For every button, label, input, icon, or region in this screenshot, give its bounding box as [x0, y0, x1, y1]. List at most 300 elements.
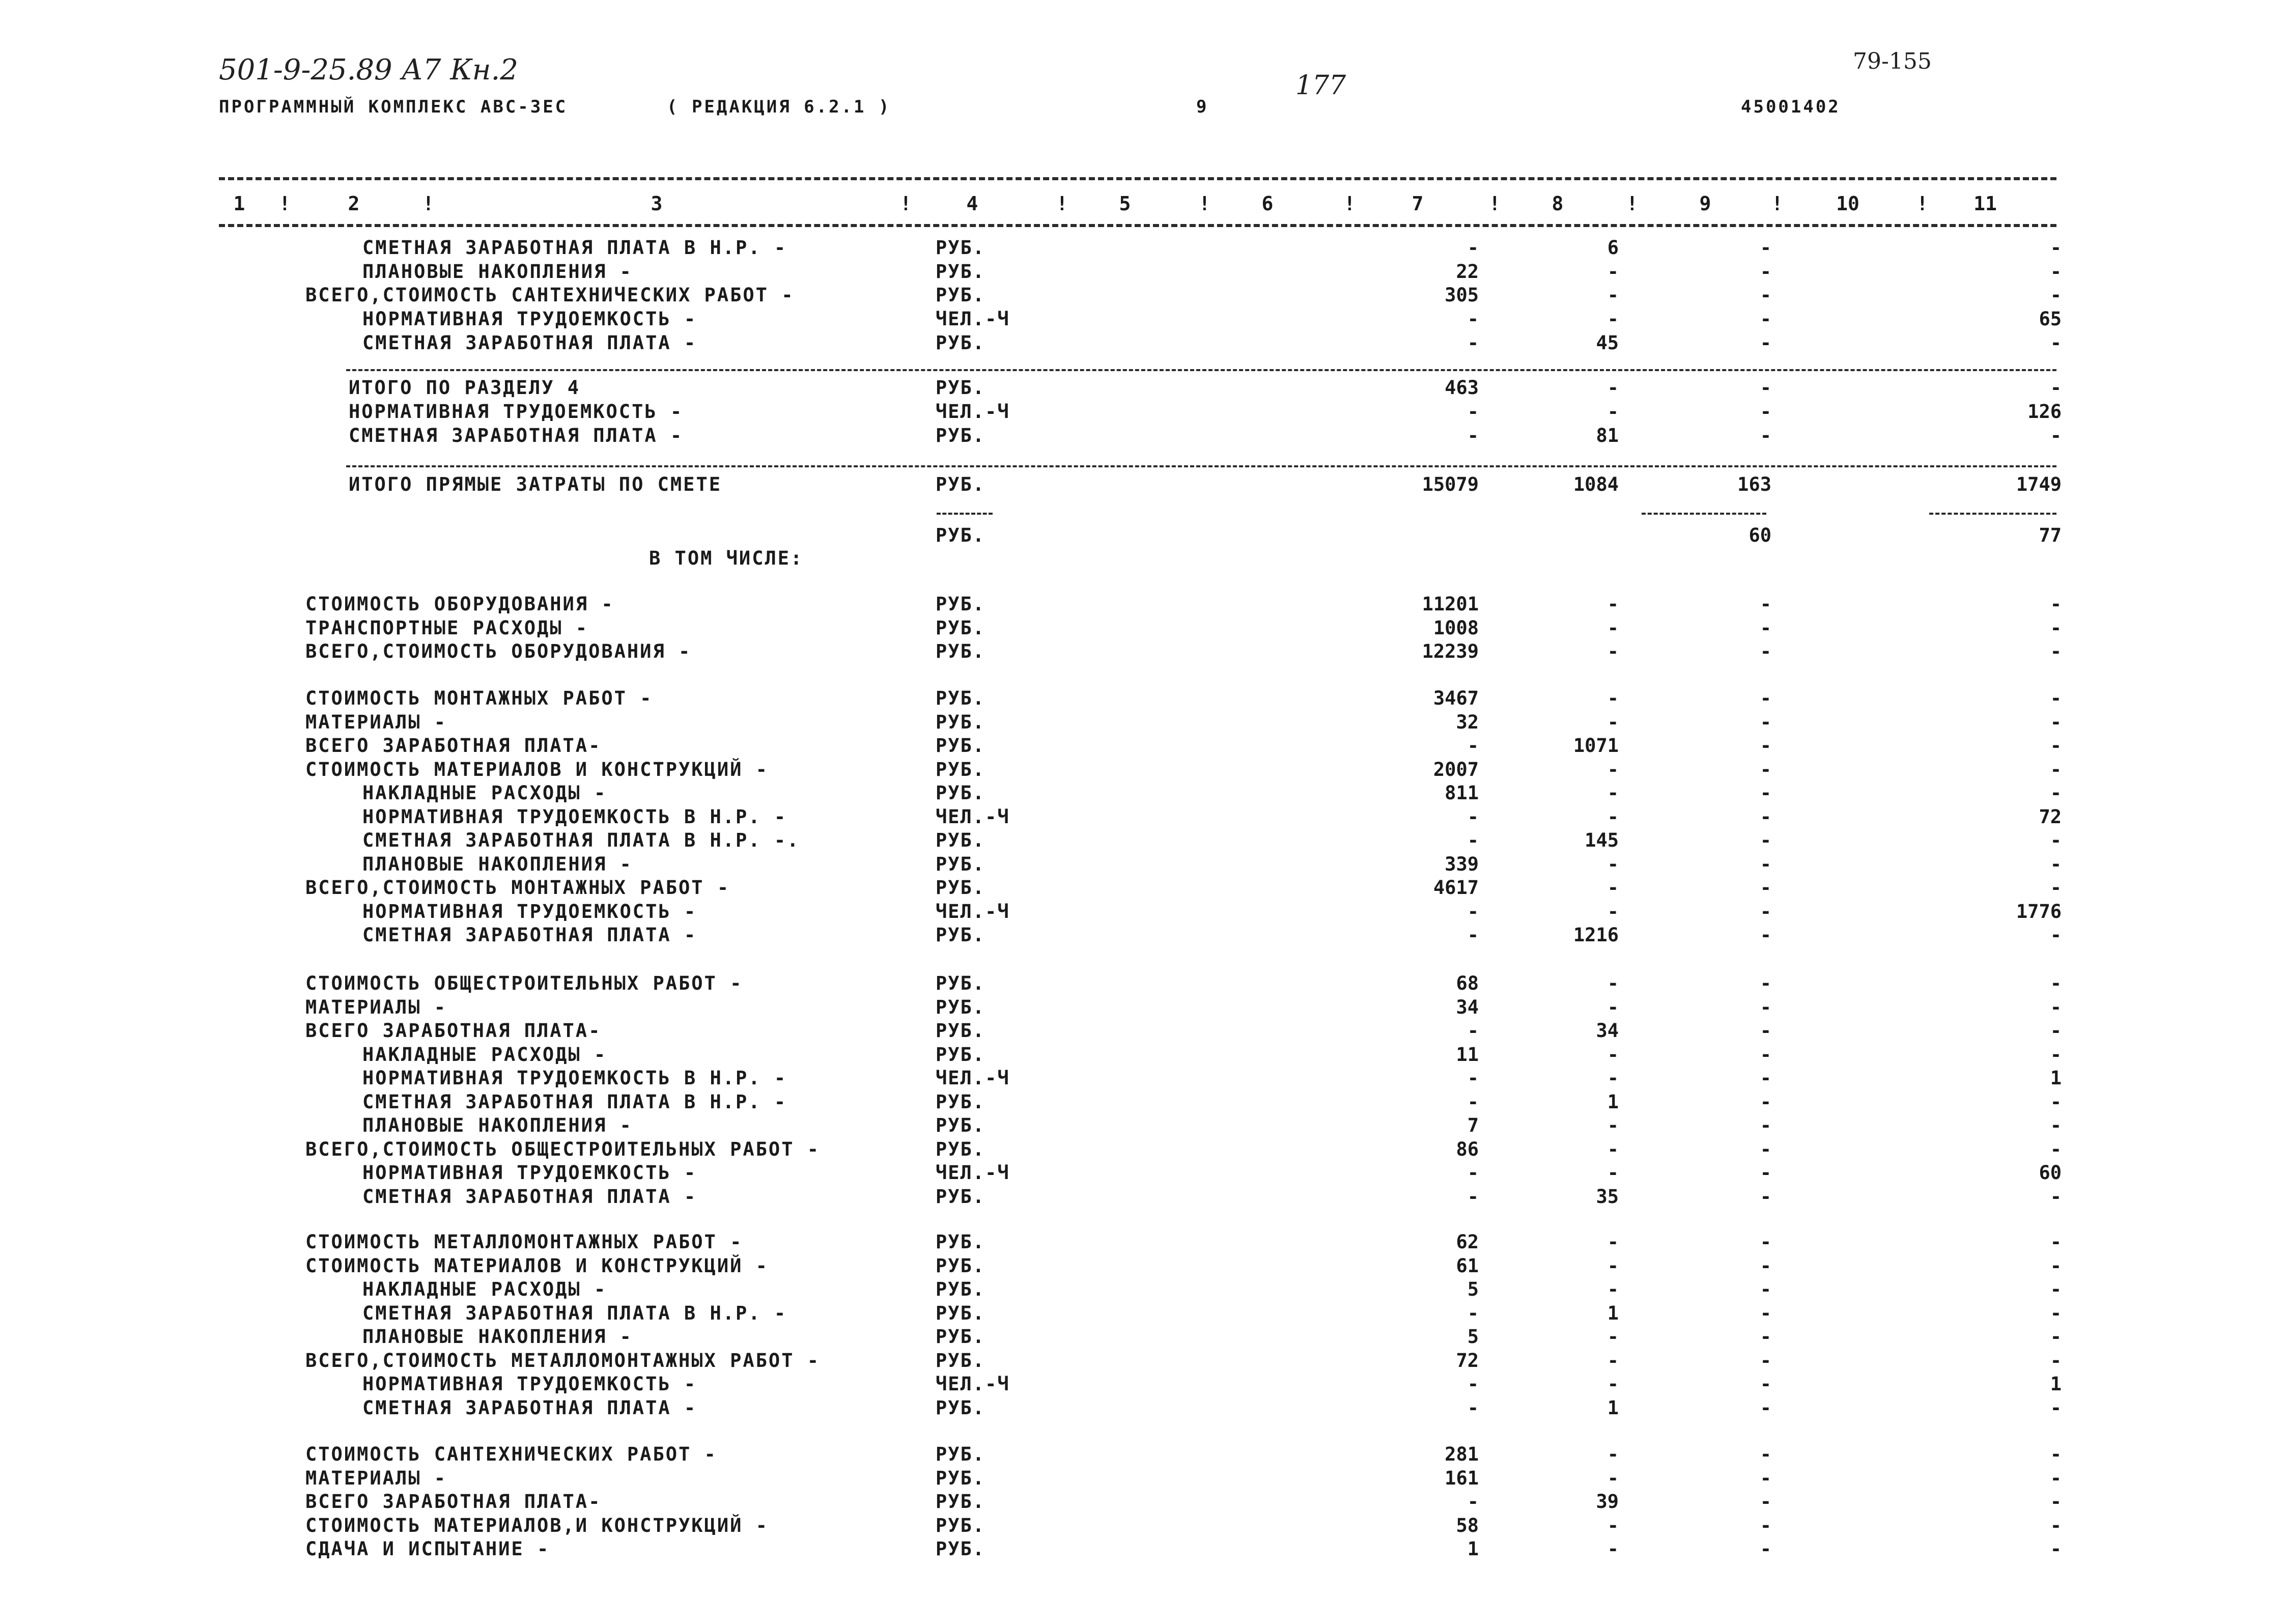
column-8-value: - — [1607, 1467, 1619, 1489]
column-number: 9 — [1699, 192, 1711, 215]
column-7-value: - — [1467, 1162, 1479, 1184]
plumbing-row — [0, 1491, 2284, 1515]
column-11-value: - — [2050, 1044, 2062, 1066]
column-11-value: - — [2050, 735, 2062, 757]
column-8-value: 35 — [1596, 1186, 1619, 1208]
column-11-value: - — [2050, 972, 2062, 994]
row-label: НАКЛАДНЫЕ РАСХОДЫ - — [362, 782, 607, 804]
column-9-value: - — [1760, 1302, 1771, 1324]
column-8-value: 81 — [1596, 425, 1619, 446]
installation-row — [0, 877, 2284, 901]
row-unit: РУБ. — [936, 1020, 985, 1042]
column-number: 2 — [348, 192, 360, 215]
column-9-value: - — [1760, 735, 1771, 757]
row-label: СМЕТНАЯ ЗАРАБОТНАЯ ПЛАТА В Н.Р. - — [362, 237, 787, 259]
installation-row — [0, 924, 2284, 948]
row-unit: РУБ. — [936, 332, 985, 354]
subtotal-rule — [937, 513, 993, 515]
row-unit: РУБ. — [936, 237, 985, 259]
column-11-value: - — [2050, 1443, 2062, 1465]
column-11-value: - — [2050, 1138, 2062, 1160]
column-7-value: 5 — [1467, 1326, 1479, 1348]
column-11-value: 1749 — [2016, 473, 2062, 495]
row-label: НОРМАТИВНАЯ ТРУДОЕМКОСТЬ - — [362, 901, 697, 922]
column-9-value: - — [1760, 782, 1771, 804]
column-9-value: - — [1760, 1491, 1771, 1513]
column-7-value: 68 — [1456, 972, 1479, 994]
row-unit: РУБ. — [936, 1255, 985, 1277]
section-total-row — [0, 377, 2284, 401]
summary-row — [0, 284, 2284, 309]
column-separator: ! — [1626, 192, 1638, 215]
metal-installation-row — [0, 1231, 2284, 1255]
column-7-value: - — [1467, 924, 1479, 946]
column-separator: ! — [279, 192, 291, 215]
handwritten-doc-ref: 501-9-25.89 А7 Кн.2 — [219, 53, 518, 87]
column-number: 8 — [1552, 192, 1564, 215]
row-label: СТОИМОСТЬ ОБЩЕСТРОИТЕЛЬНЫХ РАБОТ - — [305, 972, 743, 994]
column-7-value: 11201 — [1422, 593, 1479, 615]
column-8-value: - — [1607, 1138, 1619, 1160]
row-label: ВСЕГО,СТОИМОСТЬ ОБОРУДОВАНИЯ - — [305, 640, 692, 662]
column-11-value: 1 — [2050, 1373, 2062, 1395]
row-unit: РУБ. — [936, 1091, 985, 1113]
row-label: СТОИМОСТЬ МАТЕРИАЛОВ И КОНСТРУКЦИЙ - — [305, 759, 769, 780]
column-separator: ! — [900, 192, 912, 215]
column-9-value: 60 — [1749, 524, 1771, 546]
column-8-value: - — [1607, 1515, 1619, 1536]
column-11-value: - — [2050, 1231, 2062, 1253]
column-8-value: 1071 — [1573, 735, 1619, 757]
column-11-value: 65 — [2039, 308, 2062, 330]
row-label: СМЕТНАЯ ЗАРАБОТНАЯ ПЛАТА - — [362, 1186, 697, 1208]
metal-installation-row — [0, 1326, 2284, 1350]
installation-row — [0, 759, 2284, 783]
row-label: ВСЕГО ЗАРАБОТНАЯ ПЛАТА- — [305, 735, 602, 757]
row-label: СТОИМОСТЬ МАТЕРИАЛОВ И КОНСТРУКЦИЙ - — [305, 1255, 769, 1277]
column-8-value: - — [1607, 1443, 1619, 1465]
row-label: СМЕТНАЯ ЗАРАБОТНАЯ ПЛАТА - — [362, 1397, 697, 1419]
row-unit: РУБ. — [936, 877, 985, 899]
row-label: НАКЛАДНЫЕ РАСХОДЫ - — [362, 1044, 607, 1066]
row-unit: РУБ. — [936, 996, 985, 1018]
row-unit: РУБ. — [936, 1515, 985, 1536]
row-label: ТРАНСПОРТНЫЕ РАСХОДЫ - — [305, 617, 589, 639]
column-7-value: - — [1467, 735, 1479, 757]
column-7-value: - — [1467, 332, 1479, 354]
column-11-value: - — [2050, 1326, 2062, 1348]
column-8-value: - — [1607, 1162, 1619, 1184]
installation-row — [0, 829, 2284, 854]
column-11-value: - — [2050, 1538, 2062, 1560]
row-unit: РУБ. — [936, 924, 985, 946]
row-unit: РУБ. — [936, 524, 985, 546]
column-11-value: 77 — [2039, 524, 2062, 546]
row-label: ПЛАНОВЫЕ НАКОПЛЕНИЯ - — [362, 1326, 633, 1348]
column-11-value: - — [2050, 261, 2062, 283]
column-7-value: - — [1467, 1091, 1479, 1113]
column-7-value: 339 — [1445, 853, 1479, 875]
general-construction-row — [0, 1044, 2284, 1068]
column-8-value: - — [1607, 1373, 1619, 1395]
column-9-value: - — [1760, 237, 1771, 259]
column-separator: ! — [1056, 192, 1068, 215]
row-unit: ЧЕЛ.-Ч — [936, 806, 1010, 828]
row-unit: РУБ. — [936, 425, 985, 446]
column-7-value: 61 — [1456, 1255, 1479, 1277]
program-title: ПРОГРАММНЫЙ КОМПЛЕКС АВС-3ЕС — [219, 97, 568, 117]
general-construction-row — [0, 996, 2284, 1021]
installation-row — [0, 782, 2284, 806]
row-unit: РУБ. — [936, 1231, 985, 1253]
column-7-value: 72 — [1456, 1350, 1479, 1371]
column-7-value: 11 — [1456, 1044, 1479, 1066]
table-top-border — [219, 177, 2056, 180]
row-unit: ЧЕЛ.-Ч — [936, 1373, 1010, 1395]
row-unit: ЧЕЛ.-Ч — [936, 1162, 1010, 1184]
row-unit: РУБ. — [936, 1397, 985, 1419]
row-label: ВСЕГО,СТОИМОСТЬ МЕТАЛЛОМОНТАЖНЫХ РАБОТ - — [305, 1350, 821, 1371]
column-7-value: 4617 — [1433, 877, 1479, 899]
column-8-value: - — [1607, 640, 1619, 662]
column-9-value: - — [1760, 1350, 1771, 1371]
row-unit: РУБ. — [936, 1491, 985, 1513]
direct-costs-row — [0, 473, 2284, 498]
row-unit: РУБ. — [936, 377, 985, 399]
column-11-value: - — [2050, 617, 2062, 639]
plumbing-row — [0, 1467, 2284, 1492]
column-7-value: 15079 — [1422, 473, 1479, 495]
column-9-value: - — [1760, 1515, 1771, 1536]
column-9-value: - — [1760, 261, 1771, 283]
metal-installation-row — [0, 1278, 2284, 1303]
column-8-value: - — [1607, 593, 1619, 615]
column-8-value: - — [1607, 996, 1619, 1018]
row-label: НАКЛАДНЫЕ РАСХОДЫ - — [362, 1278, 607, 1300]
column-11-value: - — [2050, 1302, 2062, 1324]
row-label: НОРМАТИВНАЯ ТРУДОЕМКОСТЬ - — [362, 308, 697, 330]
column-7-value: 161 — [1445, 1467, 1479, 1489]
column-number: 6 — [1261, 192, 1274, 215]
row-label: ВСЕГО ЗАРАБОТНАЯ ПЛАТА- — [305, 1020, 602, 1042]
row-label: СТОИМОСТЬ МОНТАЖНЫХ РАБОТ - — [305, 687, 653, 709]
column-7-value: - — [1467, 1067, 1479, 1089]
column-7-value: 1 — [1467, 1538, 1479, 1560]
edition-label: ( РЕДАКЦИЯ 6.2.1 ) — [667, 97, 891, 117]
column-11-value: - — [2050, 1020, 2062, 1042]
column-separator: ! — [1344, 192, 1356, 215]
column-8-value: - — [1607, 1538, 1619, 1560]
column-9-value: - — [1760, 640, 1771, 662]
section-separator — [346, 369, 2056, 371]
row-label: ВСЕГО,СТОИМОСТЬ МОНТАЖНЫХ РАБОТ - — [305, 877, 730, 899]
column-11-value: - — [2050, 1186, 2062, 1208]
column-11-value: - — [2050, 1491, 2062, 1513]
row-unit: РУБ. — [936, 1538, 985, 1560]
plumbing-row — [0, 1515, 2284, 1539]
section-separator — [346, 465, 2056, 467]
column-11-value: - — [2050, 1091, 2062, 1113]
column-7-value: 58 — [1456, 1515, 1479, 1536]
column-8-value: 6 — [1607, 237, 1619, 259]
column-9-value: - — [1760, 1326, 1771, 1348]
row-unit: РУБ. — [936, 711, 985, 733]
header-bottom-border — [219, 224, 2056, 227]
column-7-value: - — [1467, 1491, 1479, 1513]
metal-installation-row — [0, 1397, 2284, 1421]
column-8-value: 1216 — [1573, 924, 1619, 946]
column-8-value: - — [1607, 1326, 1619, 1348]
column-9-value: - — [1760, 1067, 1771, 1089]
column-7-value: 86 — [1456, 1138, 1479, 1160]
row-label: ПЛАНОВЫЕ НАКОПЛЕНИЯ - — [362, 853, 633, 875]
column-11-value: 72 — [2039, 806, 2062, 828]
metal-installation-row — [0, 1350, 2284, 1374]
row-unit: РУБ. — [936, 1350, 985, 1371]
column-8-value: - — [1607, 308, 1619, 330]
column-8-value: 1 — [1607, 1397, 1619, 1419]
column-8-value: - — [1607, 711, 1619, 733]
column-11-value: 1 — [2050, 1067, 2062, 1089]
row-label: ВСЕГО,СТОИМОСТЬ ОБЩЕСТРОИТЕЛЬНЫХ РАБОТ - — [305, 1138, 821, 1160]
column-7-value: - — [1467, 901, 1479, 922]
row-label: НОРМАТИВНАЯ ТРУДОЕМКОСТЬ - — [362, 1373, 697, 1395]
row-unit: РУБ. — [936, 853, 985, 875]
row-unit: РУБ. — [936, 972, 985, 994]
column-9-value: - — [1760, 1114, 1771, 1136]
column-9-value: - — [1760, 308, 1771, 330]
row-label: СДАЧА И ИСПЫТАНИЕ - — [305, 1538, 550, 1560]
general-construction-row — [0, 1067, 2284, 1091]
row-label: МАТЕРИАЛЫ - — [305, 711, 447, 733]
column-9-value: - — [1760, 1186, 1771, 1208]
column-7-value: 5 — [1467, 1278, 1479, 1300]
column-7-value: - — [1467, 1397, 1479, 1419]
installation-row — [0, 711, 2284, 736]
column-7-value: - — [1467, 1186, 1479, 1208]
column-8-value: - — [1607, 759, 1619, 780]
row-unit: РУБ. — [936, 735, 985, 757]
general-construction-row — [0, 1091, 2284, 1115]
row-label: СМЕТНАЯ ЗАРАБОТНАЯ ПЛАТА В Н.Р. - — [362, 1091, 787, 1113]
column-11-value: - — [2050, 996, 2062, 1018]
column-11-value: - — [2050, 687, 2062, 709]
row-unit: РУБ. — [936, 640, 985, 662]
column-11-value: - — [2050, 1467, 2062, 1489]
column-11-value: - — [2050, 759, 2062, 780]
column-9-value: - — [1760, 853, 1771, 875]
column-11-value: - — [2050, 332, 2062, 354]
column-9-value: - — [1760, 924, 1771, 946]
column-11-value: - — [2050, 377, 2062, 399]
general-construction-row — [0, 1138, 2284, 1163]
row-unit: ЧЕЛ.-Ч — [936, 401, 1010, 423]
section-total-row — [0, 425, 2284, 449]
column-number: 5 — [1119, 192, 1131, 215]
column-7-value: 463 — [1445, 377, 1479, 399]
column-8-value: 145 — [1585, 829, 1619, 851]
column-8-value: - — [1607, 284, 1619, 306]
column-11-value: - — [2050, 1350, 2062, 1371]
column-9-value: - — [1760, 1091, 1771, 1113]
row-unit: РУБ. — [936, 782, 985, 804]
column-11-value: - — [2050, 711, 2062, 733]
column-8-value: - — [1607, 1231, 1619, 1253]
row-label: СТОИМОСТЬ МЕТАЛЛОМОНТАЖНЫХ РАБОТ - — [305, 1231, 743, 1253]
column-7-value: 811 — [1445, 782, 1479, 804]
column-11-value: - — [2050, 640, 2062, 662]
column-8-value: 39 — [1596, 1491, 1619, 1513]
column-11-value: - — [2050, 829, 2062, 851]
row-label: МАТЕРИАЛЫ - — [305, 996, 447, 1018]
column-7-value: - — [1467, 806, 1479, 828]
column-9-value: - — [1760, 1255, 1771, 1277]
column-number: 7 — [1412, 192, 1424, 215]
column-7-value: - — [1467, 1302, 1479, 1324]
column-9-value: - — [1760, 972, 1771, 994]
column-8-value: 1 — [1607, 1302, 1619, 1324]
handwritten-archive-number: 79-155 — [1853, 48, 1932, 74]
general-construction-row — [0, 1186, 2284, 1210]
column-9-value: 163 — [1737, 473, 1771, 495]
row-label: НОРМАТИВНАЯ ТРУДОЕМКОСТЬ - — [349, 401, 684, 423]
column-9-value: - — [1760, 1162, 1771, 1184]
row-label: ИТОГО ПО РАЗДЕЛУ 4 — [349, 377, 580, 399]
plumbing-row — [0, 1443, 2284, 1468]
row-label: ВСЕГО ЗАРАБОТНАЯ ПЛАТА- — [305, 1491, 602, 1513]
column-8-value: - — [1607, 972, 1619, 994]
column-8-value: - — [1607, 1114, 1619, 1136]
installation-row — [0, 687, 2284, 712]
metal-installation-row — [0, 1373, 2284, 1397]
column-9-value: - — [1760, 1373, 1771, 1395]
row-unit: РУБ. — [936, 759, 985, 780]
row-label: СМЕТНАЯ ЗАРАБОТНАЯ ПЛАТА - — [362, 332, 697, 354]
column-7-value: 1008 — [1433, 617, 1479, 639]
column-9-value: - — [1760, 829, 1771, 851]
column-8-value: 1084 — [1573, 473, 1619, 495]
row-label: ПЛАНОВЫЕ НАКОПЛЕНИЯ - — [362, 1114, 633, 1136]
column-7-value: - — [1467, 401, 1479, 423]
column-8-value: - — [1607, 1350, 1619, 1371]
column-9-value: - — [1760, 425, 1771, 446]
column-9-value: - — [1760, 1138, 1771, 1160]
direct-costs-sub-row — [0, 524, 2284, 549]
equipment-row — [0, 640, 2284, 665]
subtotal-rule — [1929, 513, 2056, 515]
row-unit: РУБ. — [936, 284, 985, 306]
general-construction-row — [0, 972, 2284, 997]
column-7-value: - — [1467, 237, 1479, 259]
column-11-value: - — [2050, 1515, 2062, 1536]
column-9-value: - — [1760, 901, 1771, 922]
column-number: 10 — [1836, 192, 1859, 215]
column-7-value: 34 — [1456, 996, 1479, 1018]
column-8-value: 45 — [1596, 332, 1619, 354]
column-11-value: 60 — [2039, 1162, 2062, 1184]
row-label: ВСЕГО,СТОИМОСТЬ САНТЕХНИЧЕСКИХ РАБОТ - — [305, 284, 795, 306]
row-label: НОРМАТИВНАЯ ТРУДОЕМКОСТЬ - — [362, 1162, 697, 1184]
column-8-value: - — [1607, 1044, 1619, 1066]
column-8-value: - — [1607, 877, 1619, 899]
column-9-value: - — [1760, 877, 1771, 899]
row-label: МАТЕРИАЛЫ - — [305, 1467, 447, 1489]
general-construction-row — [0, 1020, 2284, 1044]
column-9-value: - — [1760, 1538, 1771, 1560]
column-8-value: - — [1607, 782, 1619, 804]
column-8-value: 34 — [1596, 1020, 1619, 1042]
row-unit: РУБ. — [936, 261, 985, 283]
installation-row — [0, 735, 2284, 759]
section-total-row — [0, 401, 2284, 425]
column-9-value: - — [1760, 377, 1771, 399]
row-unit: РУБ. — [936, 1114, 985, 1136]
row-label: СМЕТНАЯ ЗАРАБОТНАЯ ПЛАТА В Н.Р. -. — [362, 829, 800, 851]
row-unit: РУБ. — [936, 1326, 985, 1348]
equipment-row — [0, 593, 2284, 618]
column-8-value: - — [1607, 617, 1619, 639]
installation-row — [0, 901, 2284, 925]
column-7-value: - — [1467, 1020, 1479, 1042]
column-9-value: - — [1760, 1278, 1771, 1300]
plumbing-row — [0, 1538, 2284, 1562]
column-8-value: - — [1607, 1278, 1619, 1300]
column-9-value: - — [1760, 284, 1771, 306]
summary-row — [0, 261, 2284, 285]
summary-row — [0, 237, 2284, 261]
row-label: СТОИМОСТЬ МАТЕРИАЛОВ,И КОНСТРУКЦИЙ - — [305, 1515, 769, 1536]
row-unit: РУБ. — [936, 473, 985, 495]
column-separator: ! — [1771, 192, 1783, 215]
column-9-value: - — [1760, 1231, 1771, 1253]
column-11-value: - — [2050, 877, 2062, 899]
column-9-value: - — [1760, 1467, 1771, 1489]
equipment-row — [0, 617, 2284, 641]
column-7-value: 3467 — [1433, 687, 1479, 709]
column-separator: ! — [422, 192, 434, 215]
column-9-value: - — [1760, 711, 1771, 733]
row-label: СМЕТНАЯ ЗАРАБОТНАЯ ПЛАТА В Н.Р. - — [362, 1302, 787, 1324]
column-8-value: - — [1607, 853, 1619, 875]
column-7-value: 305 — [1445, 284, 1479, 306]
column-11-value: 1776 — [2016, 901, 2062, 922]
column-9-value: - — [1760, 759, 1771, 780]
column-11-value: - — [2050, 1278, 2062, 1300]
column-8-value: - — [1607, 1067, 1619, 1089]
column-11-value: - — [2050, 1397, 2062, 1419]
metal-installation-row — [0, 1255, 2284, 1279]
row-unit: РУБ. — [936, 1467, 985, 1489]
column-7-value: 7 — [1467, 1114, 1479, 1136]
column-9-value: - — [1760, 687, 1771, 709]
row-label: ПЛАНОВЫЕ НАКОПЛЕНИЯ - — [362, 261, 633, 283]
column-8-value: - — [1607, 1255, 1619, 1277]
row-unit: РУБ. — [936, 593, 985, 615]
column-separator: ! — [1916, 192, 1928, 215]
row-unit: РУБ. — [936, 829, 985, 851]
column-8-value: - — [1607, 401, 1619, 423]
column-7-value: - — [1467, 829, 1479, 851]
column-number: 3 — [651, 192, 663, 215]
row-label: СТОИМОСТЬ САНТЕХНИЧЕСКИХ РАБОТ - — [305, 1443, 717, 1465]
installation-row — [0, 853, 2284, 878]
row-label: НОРМАТИВНАЯ ТРУДОЕМКОСТЬ В Н.Р. - — [362, 806, 787, 828]
column-separator: ! — [1199, 192, 1210, 215]
row-unit: РУБ. — [936, 617, 985, 639]
column-8-value: - — [1607, 377, 1619, 399]
column-9-value: - — [1760, 996, 1771, 1018]
row-unit: РУБ. — [936, 1302, 985, 1324]
